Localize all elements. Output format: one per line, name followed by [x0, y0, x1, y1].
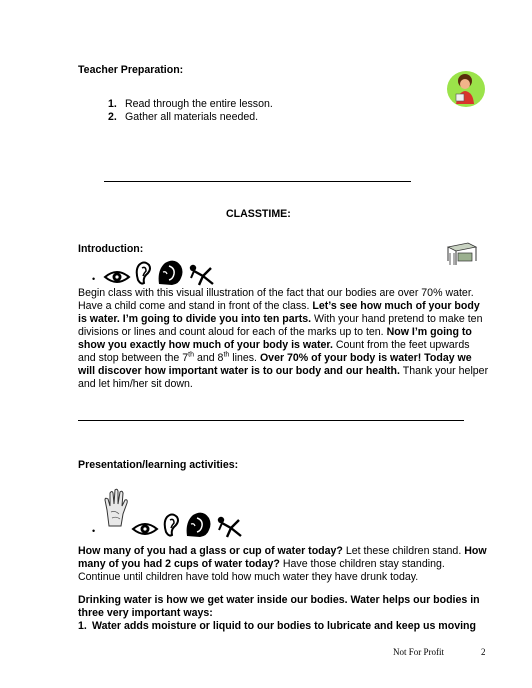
introduction-paragraph: Begin class with this visual illustration of the fact that our bodies are over 70% water. Have a child come and stand in front of the class. Let’s see how much of your body is water. I’m going to divide you into ten parts. With your hand pretend to make ten divisions or lines and count aloud for each of the marks up to ten. Now I’m going to show you exactly how much of your body is water. Count from the feet upwards and stop between the 7th and 8th lines. Over 70% of your body is water! Today we will discover how important water is to our body and our health. Thank your helper and let him/her sit down. — [78, 287, 489, 390]
presentation-icons — [92, 496, 245, 538]
list-item: 2. Gather all materials needed. — [108, 111, 259, 123]
ear-icon — [161, 512, 181, 538]
ear-icon — [133, 260, 153, 286]
footer-note: Not For Profit — [393, 647, 445, 657]
teacher-clipart-icon — [446, 70, 486, 108]
presentation-heading: Presentation/learning activities: — [78, 459, 239, 471]
stretching-person-icon — [215, 514, 245, 538]
presentation-paragraph-2: Drinking water is how we get water inside our bodies. Water helps our bodies in three very important ways: — [78, 594, 480, 619]
page-number: 2 — [481, 647, 486, 657]
face-profile-icon — [183, 510, 213, 538]
divider — [78, 420, 464, 421]
list-item: 1. Read through the entire lesson. — [108, 98, 273, 110]
divider — [104, 181, 411, 182]
intro-icons — [92, 258, 217, 286]
teacher-prep-list — [108, 98, 273, 124]
bullet: • — [92, 274, 96, 284]
presentation-item-1: 1. Water adds moisture or liquid to our bodies to lubricate and keep us moving — [78, 620, 476, 632]
classtime-heading: CLASSTIME: — [226, 208, 291, 220]
eye-icon — [103, 268, 131, 286]
introduction-heading: Introduction: — [78, 243, 144, 255]
bullet: • — [92, 526, 96, 536]
stretching-person-icon — [187, 262, 217, 286]
eye-icon — [131, 520, 159, 538]
desk-clipart-icon — [446, 239, 478, 267]
teacher-prep-heading: Teacher Preparation: — [78, 64, 184, 76]
face-profile-icon — [155, 258, 185, 286]
hand-icon — [103, 488, 129, 528]
presentation-paragraph-1: How many of you had a glass or cup of water today? Let these children stand. How many of you had 2 cups of water today? Have those children stay standing. Continue until children have told how much water they have drunk today. — [78, 545, 487, 583]
